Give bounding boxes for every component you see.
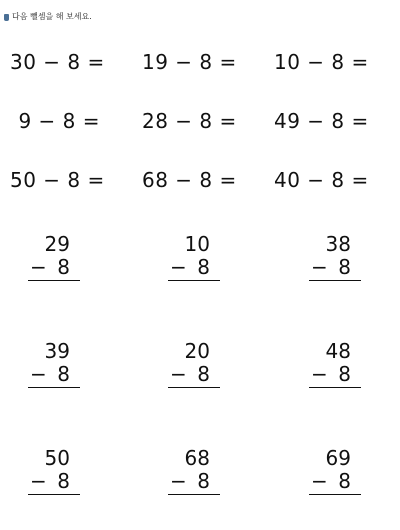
- vertical-problem: [168, 340, 220, 396]
- subtrahend: 8: [57, 362, 70, 386]
- subtrahend: 8: [197, 362, 210, 386]
- minuend: 39: [44, 339, 70, 363]
- horizontal-problem: 10 − 8 =: [274, 50, 369, 74]
- subtrahend: 8: [338, 469, 351, 493]
- minuend: 69: [325, 446, 351, 470]
- answer-line: [309, 387, 361, 388]
- minuend: 38: [325, 232, 351, 256]
- horizontal-problem: 40 − 8 =: [274, 168, 369, 192]
- vertical-problem: [28, 340, 80, 396]
- minus-sign: −: [311, 255, 328, 279]
- horizontal-problem: 68 − 8 =: [142, 168, 237, 192]
- minuend: 29: [44, 232, 70, 256]
- horizontal-row-3: [0, 168, 400, 192]
- answer-line: [309, 494, 361, 495]
- answer-line: [168, 494, 220, 495]
- subtrahend: 8: [197, 255, 210, 279]
- minuend: 20: [184, 339, 210, 363]
- vertical-problem: [309, 340, 361, 396]
- subtrahend: 8: [338, 255, 351, 279]
- horizontal-problem: 9 − 8 =: [18, 109, 100, 133]
- minus-sign: −: [30, 362, 47, 386]
- horizontal-problem: 50 − 8 =: [10, 168, 105, 192]
- vertical-problem: [168, 233, 220, 289]
- answer-line: [168, 280, 220, 281]
- subtrahend: 8: [57, 255, 70, 279]
- minuend: 48: [325, 339, 351, 363]
- minuend: 68: [184, 446, 210, 470]
- bullet-icon: [4, 14, 9, 21]
- answer-line: [28, 494, 80, 495]
- answer-line: [28, 280, 80, 281]
- horizontal-row-1: [0, 50, 400, 74]
- horizontal-problem: 19 − 8 =: [142, 50, 237, 74]
- minus-sign: −: [170, 469, 187, 493]
- vertical-problem: [309, 447, 361, 503]
- instruction-header: [4, 12, 92, 22]
- minus-sign: −: [311, 362, 328, 386]
- minus-sign: −: [30, 255, 47, 279]
- subtrahend: 8: [197, 469, 210, 493]
- minuend: 10: [184, 232, 210, 256]
- horizontal-row-2: [0, 109, 400, 133]
- horizontal-problem: 30 − 8 =: [10, 50, 105, 74]
- minus-sign: −: [311, 469, 328, 493]
- minus-sign: −: [30, 469, 47, 493]
- minus-sign: −: [170, 255, 187, 279]
- horizontal-problem: 49 − 8 =: [274, 109, 369, 133]
- vertical-problem: [28, 447, 80, 503]
- subtrahend: 8: [57, 469, 70, 493]
- instruction-text: 다음 뺄셈을 해 보세요.: [12, 12, 92, 21]
- answer-line: [168, 387, 220, 388]
- vertical-problem: [28, 233, 80, 289]
- minuend: 50: [44, 446, 70, 470]
- horizontal-problem: 28 − 8 =: [142, 109, 237, 133]
- vertical-problem: [309, 233, 361, 289]
- minus-sign: −: [170, 362, 187, 386]
- answer-line: [309, 280, 361, 281]
- subtrahend: 8: [338, 362, 351, 386]
- answer-line: [28, 387, 80, 388]
- vertical-problem: [168, 447, 220, 503]
